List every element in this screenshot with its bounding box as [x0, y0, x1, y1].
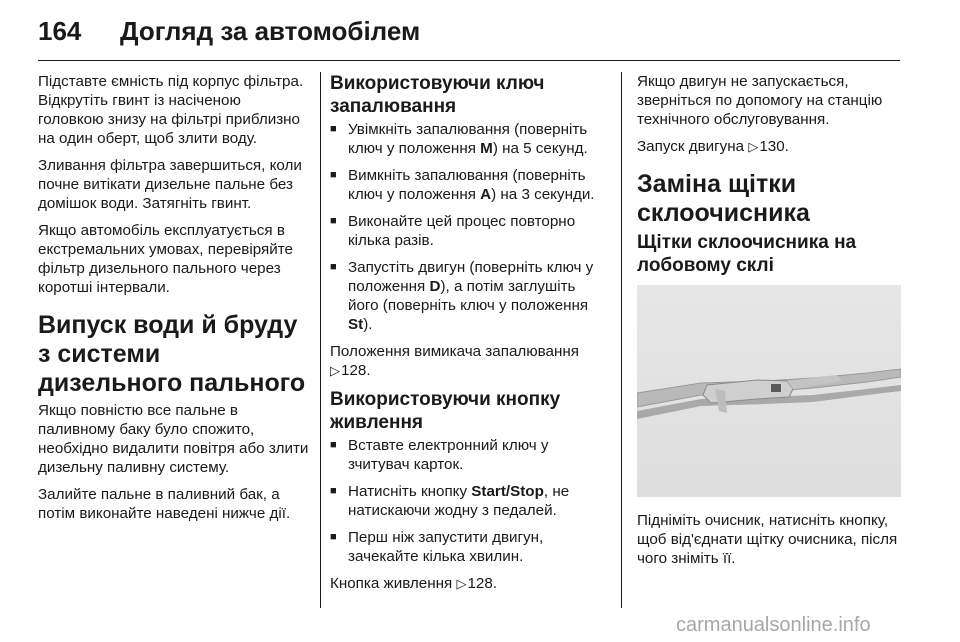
column-middle: [330, 72, 610, 601]
list-item: ■ Перш ніж запустити двигун, зачекайте кілька хвилин.: [330, 528, 610, 566]
column-left: [38, 72, 310, 531]
page-reference-link[interactable]: ▷ 128.: [456, 575, 497, 592]
paragraph-reference: Запуск двигуна ▷ 130.: [637, 137, 901, 156]
list-item: ■ Натисніть кнопку Start/Stop, не натискаючи жодну з педалей.: [330, 482, 610, 520]
list-item: ■ Увімкніть запалювання (поверніть ключ у положення M) на 5 секунд.: [330, 120, 610, 158]
column-divider: [320, 72, 321, 608]
column-divider: [621, 72, 622, 608]
wiper-blade-illustration: [637, 285, 901, 497]
page-number: 164: [38, 16, 82, 46]
watermark: carmanualsonline.info: [676, 614, 871, 636]
list-item: ■ Виконайте цей процес повторно кілька разів.: [330, 212, 610, 250]
release-button-icon: [771, 384, 781, 392]
header-rule: [38, 60, 900, 61]
paragraph: Зливання фільтра завершиться, коли почне витікати дизельне пальне без домішок води. Затягніть гвинт.: [38, 157, 302, 212]
paragraph: Якщо автомобіль експлуатується в екстремальних умовах, перевіряйте фільтр дизельного пального через коротші інтервали.: [38, 222, 293, 296]
paragraph: Підставте ємність під корпус фільтра. Відкрутіть гвинт із насіченою головкою знизу на фільтрі приблизно на один оберт, щоб злити воду.: [38, 73, 304, 147]
subheading-ignition-key: Використовуючи ключ запалювання: [330, 73, 545, 117]
paragraph-reference: Положення вимикача запалювання ▷ 128.: [330, 342, 610, 380]
list-item: ■ Запустіть двигун (поверніть ключ у положення D), а потім заглушіть його (поверніть ключ у положення St).: [330, 258, 610, 334]
page-reference-link[interactable]: ▷ 130.: [748, 138, 789, 155]
list-item: ■ Вставте електронний ключ у зчитувач карток.: [330, 436, 610, 474]
paragraph: Якщо двигун не запускається, зверніться по допомогу на станцію технічного обслуговування.: [637, 73, 883, 128]
section-heading-wiper: Заміна щітки склоочисника: [637, 170, 810, 227]
wiper-blade-photo: [637, 285, 901, 497]
key-steps-list: [330, 120, 610, 334]
subheading-windscreen-wiper: Щітки склоочисника на лобовому склі: [637, 232, 857, 276]
button-steps-list: [330, 436, 610, 566]
paragraph: Залийте пальне в паливний бак, а потім виконайте наведені нижче дії.: [38, 486, 291, 522]
column-right: [637, 72, 901, 576]
page-reference-link[interactable]: ▷ 128.: [330, 362, 371, 379]
section-heading-water: Випуск води й бруду з системи дизельного пального: [38, 311, 306, 397]
page-title: Догляд за автомобілем: [120, 16, 421, 46]
subheading-power-button: Використовуючи кнопку живлення: [330, 389, 561, 433]
figure-caption: Підніміть очисник, натисніть кнопку, щоб від'єднати щітку очисника, після чого зніміть її.: [637, 512, 898, 567]
paragraph-reference: Кнопка живлення ▷ 128.: [330, 574, 610, 593]
paragraph: Якщо повністю все пальне в паливному баку було спожито, необхідно видалити повітря або злити дизельну паливну систему.: [38, 402, 309, 476]
list-item: ■ Вимкніть запалювання (поверніть ключ у положення A) на 3 секунди.: [330, 166, 610, 204]
